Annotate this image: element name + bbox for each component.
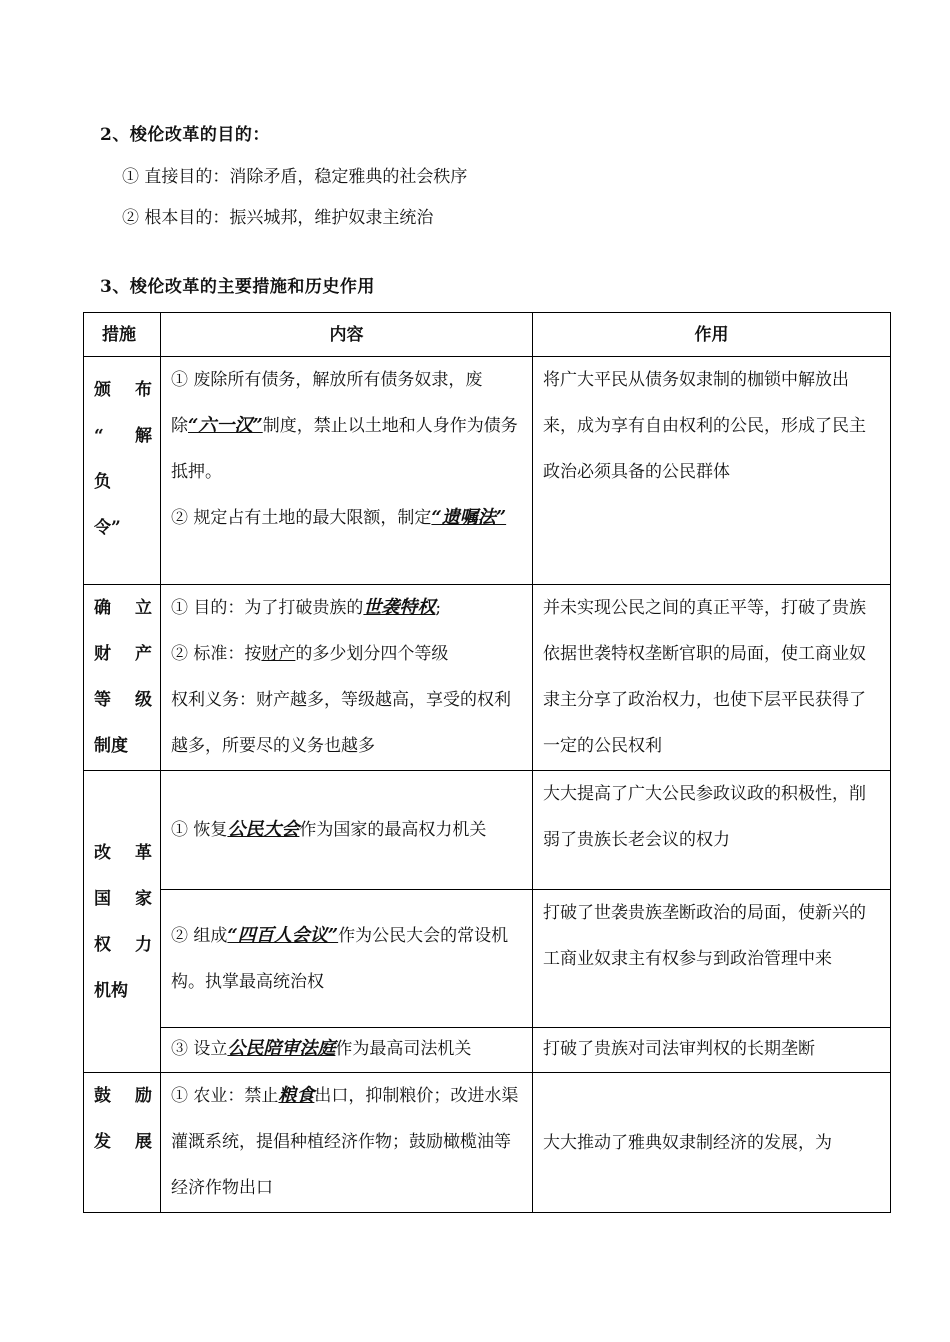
table-row: [84, 585, 891, 771]
measure-cell-4: 鼓 励 发 展: [84, 1073, 161, 1213]
effect-cell-4: 大大推动了雅典奴隶制经济的发展，为: [533, 1073, 891, 1213]
section2-item2: ② 根本目的：振兴城邦，维护奴隶主统治: [122, 208, 434, 228]
effect-cell-3a: 大大提高了广大公民参政议政的积极性，削弱了贵族长老会议的权力: [533, 771, 891, 890]
content-cell-3b: ② 组成“四百人会议”作为公民大会的常设机构。执掌最高统治权: [161, 890, 533, 1028]
table-header-row: [84, 313, 891, 357]
section2-heading: 2、梭伦改革的目的：: [100, 125, 270, 145]
section3-heading: 3、梭伦改革的主要措施和历史作用: [100, 277, 375, 297]
table-row: [84, 890, 891, 1028]
content-paragraph: ① 废除所有债务，解放所有债务奴隶，废除“六一汉”制度，禁止以土地和人身作为债务抵押。: [171, 370, 518, 482]
content-cell-3a: ① 恢复公民大会作为国家的最高权力机关: [161, 771, 533, 890]
content-cell-3c: ③ 设立公民陪审法庭作为最高司法机关: [161, 1028, 533, 1073]
header-content: 内容: [161, 313, 533, 357]
measure-cell-3: 改 革 国 家 权 力 机构: [84, 771, 161, 1073]
content-cell-1: [161, 357, 533, 585]
content-paragraph: ② 规定占有土地的最大限额，制定“遗嘱法”: [171, 507, 507, 528]
table-row: [84, 1073, 891, 1213]
content-paragraph: ① 目的：为了打破贵族的世袭特权;: [171, 597, 442, 618]
key-term: 粮食: [278, 1085, 315, 1106]
key-term: “遗嘱法”: [431, 507, 507, 528]
effect-cell-3b: 打破了世袭贵族垄断政治的局面，使新兴的工商业奴隶主有权参与到政治管理中来: [533, 890, 891, 1028]
header-effect: 作用: [533, 313, 891, 357]
content-cell-4: ① 农业：禁止粮食出口，抑制粮价；改进水渠灌溉系统，提倡种植经济作物；鼓励橄榄油等经济作物出口: [161, 1073, 533, 1213]
table-row: [84, 771, 891, 890]
content-paragraph: ② 标准：按财产的多少划分四个等级: [171, 644, 449, 664]
section2-item1: ① 直接目的：消除矛盾，稳定雅典的社会秩序: [122, 167, 468, 187]
key-term: 公民大会: [227, 819, 300, 840]
key-term: 世袭特权: [363, 597, 436, 618]
reform-table: [83, 312, 891, 1213]
key-term: 公民陪审法庭: [227, 1038, 336, 1059]
content-cell-2: [161, 585, 533, 771]
content-paragraph: 权利义务：财产越多，等级越高，享受的权利越多，所要尽的义务也越多: [171, 690, 511, 756]
effect-cell-2: 并未实现公民之间的真正平等，打破了贵族依据世袭特权垄断官职的局面，使工商业奴隶主分享了政治权力，也使下层平民获得了一定的公民权利: [533, 585, 891, 771]
effect-cell-1: 将广大平民从债务奴隶制的枷锁中解放出来，成为享有自由权利的公民，形成了民主政治必须具备的公民群体: [533, 357, 891, 585]
key-term: “六一汉”: [188, 415, 263, 436]
table-row: [84, 357, 891, 585]
table-row: [84, 1028, 891, 1073]
measure-cell-2: 确 立 财 产 等 级 制度: [84, 585, 161, 771]
effect-cell-3c: 打破了贵族对司法审判权的长期垄断: [533, 1028, 891, 1073]
header-measure: 措施: [84, 313, 161, 357]
key-term: “四百人会议”: [227, 924, 339, 946]
measure-cell-1: 颁 布 “ 解 负 令”: [84, 357, 161, 585]
